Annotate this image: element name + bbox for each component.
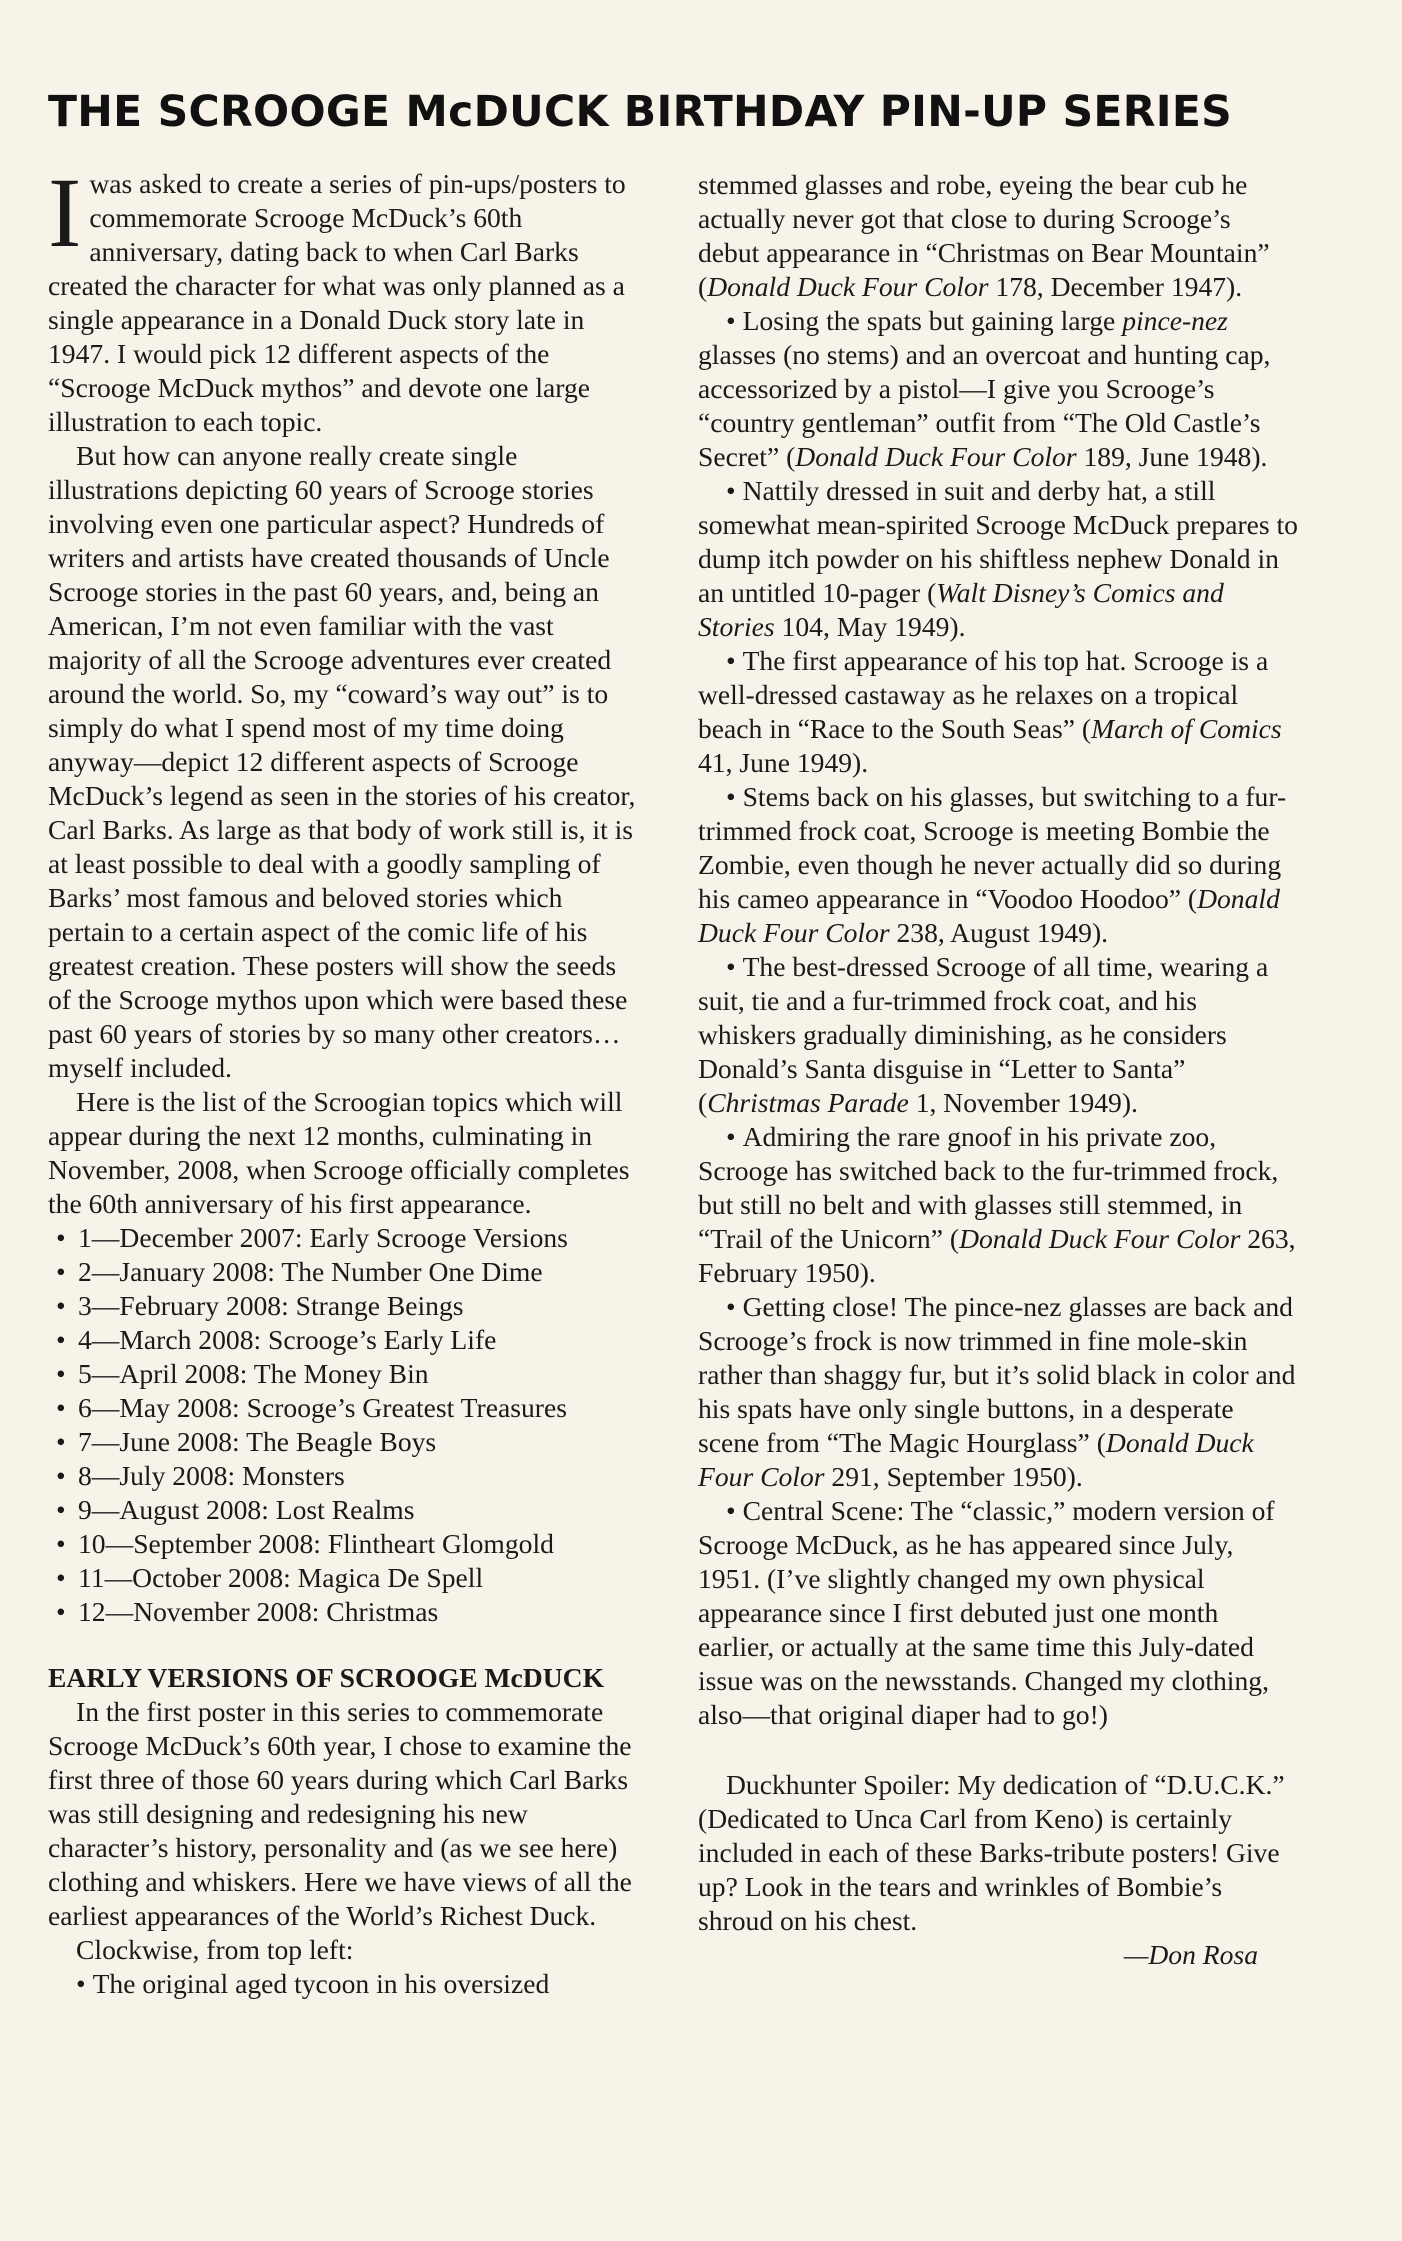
topic-item: • 7—June 2008: The Beagle Boys <box>78 1425 638 1459</box>
signature: —Don Rosa <box>1123 1939 1258 1970</box>
entry-9-central-scene: • Central Scene: The “classic,” modern version of Scrooge McDuck, as he has appeared since July, 1951. (I’ve slightly changed my own physical appearance since I first debuted just one month earlier, or actually at the same time this July-dated issue was on the newsstands. Changed my clothing, also—that original diaper had to go!) <box>698 1494 1298 1732</box>
entry-1-continued: stemmed glasses and robe, eyeing the bear cub he actually never got that close to during Scrooge’s debut appearance in “Christmas on Bear Mountain” (Donald Duck Four Color 178, December 1947). <box>698 169 1270 302</box>
spoiler-paragraph: Duckhunter Spoiler: My dedication of “D.U.C.K.” (Dedicated to Unca Carl from Keno) is certainly included in each of these Barks-tribute posters! Give up? Look in the tears and wrinkles of Bombie’s shroud on his chest. <box>698 1769 1285 1936</box>
section-paragraph-1: In the first poster in this series to commemorate Scrooge McDuck’s 60th year, I chose to examine the first three of those 60 years during which Carl Barks was still designing and redesigning his new character’s history, personality and (as we see here) clothing and whiskers. Here we have views of all the earliest appearances of the World’s Richest Duck. <box>48 1696 632 1931</box>
topic-item: • 6—May 2008: Scrooge’s Greatest Treasures <box>78 1391 638 1425</box>
page-title: THE SCROOGE McDUCK BIRTHDAY PIN-UP SERIES <box>48 88 1233 137</box>
section-paragraph-2: Clockwise, from top left: <box>76 1934 354 1965</box>
topic-item: • 5—April 2008: The Money Bin <box>78 1357 638 1391</box>
topic-item: • 10—September 2008: Flintheart Glomgold <box>78 1527 638 1561</box>
topic-item: • 3—February 2008: Strange Beings <box>78 1289 638 1323</box>
left-column <box>48 157 638 2001</box>
intro-paragraph-2: But how can anyone really create single illustrations depicting 60 years of Scrooge stories involving even one particular aspect? Hundreds of writers and artists have created thousands of Uncle Scrooge stories in the past 60 years, and, being an American, I’m not even familiar with the vast majority of all the Scrooge adventures ever created around the world. So, my “coward’s way out” is to simply do what I spend most of my time doing anyway—depict 12 different aspects of Scrooge McDuck’s legend as seen in the stories of his creator, Carl Barks. As large as that body of work still is, it is at least possible to deal with a goodly sampling of Barks’ most famous and beloved stories which pertain to a certain aspect of the comic life of his greatest creation. These posters will show the seeds of the Scrooge mythos upon which were based these past 60 years of stories by so many other creators… myself included. <box>48 440 636 1083</box>
topic-item: • 8—July 2008: Monsters <box>78 1459 638 1493</box>
topic-item: • 12—November 2008: Christmas <box>78 1595 638 1629</box>
topic-list <box>48 1221 638 1629</box>
entry-5: • Stems back on his glasses, but switching to a fur-trimmed frock coat, Scrooge is meeting Bombie the Zombie, even though he never actually did so during his cameo appearance in “Voodoo Hoodoo” (Donald Duck Four Color 238, August 1949). <box>698 780 1298 950</box>
entry-6: • The best-dressed Scrooge of all time, wearing a suit, tie and a fur-trimmed frock coat, and his whiskers gradually diminishing, as he considers Donald’s Santa disguise in “Letter to Santa” (Christmas Parade 1, November 1949). <box>698 950 1298 1120</box>
intro-paragraph-3: Here is the list of the Scroogian topics which will appear during the next 12 months, culminating in November, 2008, when Scrooge officially completes the 60th anniversary of his first appearance. <box>48 1086 630 1219</box>
intro-paragraph-1: was asked to create a series of pin-ups/posters to commemorate Scrooge McDuck’s 60th anniversary, dating back to when Carl Barks created the character for what was only planned as a single appearance in a Donald Duck story late in 1947. I would pick 12 different aspects of the “Scrooge McDuck mythos” and devote one large illustration to each topic. <box>48 168 626 437</box>
spacer <box>698 1732 1298 1768</box>
topic-item: • 1—December 2007: Early Scrooge Versions <box>78 1221 638 1255</box>
right-column <box>698 168 1298 1972</box>
entry-2: • Losing the spats but gaining large pince-nez glasses (no stems) and an overcoat and hunting cap, accessorized by a pistol—I give you Scrooge’s “country gentleman” outfit from “The Old Castle’s Secret” (Donald Duck Four Color 189, June 1948). <box>698 304 1298 474</box>
drop-cap: I <box>48 157 82 268</box>
topic-item: • 9—August 2008: Lost Realms <box>78 1493 638 1527</box>
entry-8: • Getting close! The pince-nez glasses are back and Scrooge’s frock is now trimmed in fine mole-skin rather than shaggy fur, but it’s solid black in color and his spats have only single buttons, in a desperate scene from “The Magic Hourglass” (Donald Duck Four Color 291, September 1950). <box>698 1290 1298 1494</box>
entry-1-start: • The original aged tycoon in his oversized <box>48 1967 638 2001</box>
topic-item: • 2—January 2008: The Number One Dime <box>78 1255 638 1289</box>
section-heading: EARLY VERSIONS OF SCROOGE McDUCK <box>48 1662 605 1693</box>
topic-item: • 4—March 2008: Scrooge’s Early Life <box>78 1323 638 1357</box>
entry-7: • Admiring the rare gnoof in his private zoo, Scrooge has switched back to the fur-trimmed frock, but still no belt and with glasses still stemmed, in “Trail of the Unicorn” (Donald Duck Four Color 263, February 1950). <box>698 1120 1298 1290</box>
topic-item: • 11—October 2008: Magica De Spell <box>78 1561 638 1595</box>
entry-4: • The first appearance of his top hat. Scrooge is a well-dressed castaway as he relaxes on a tropical beach in “Race to the South Seas” (March of Comics 41, June 1949). <box>698 644 1298 780</box>
entry-3: • Nattily dressed in suit and derby hat, a still somewhat mean-spirited Scrooge McDuck prepares to dump itch powder on his shiftless nephew Donald in an untitled 10-pager (Walt Disney’s Comics and Stories 104, May 1949). <box>698 474 1298 644</box>
